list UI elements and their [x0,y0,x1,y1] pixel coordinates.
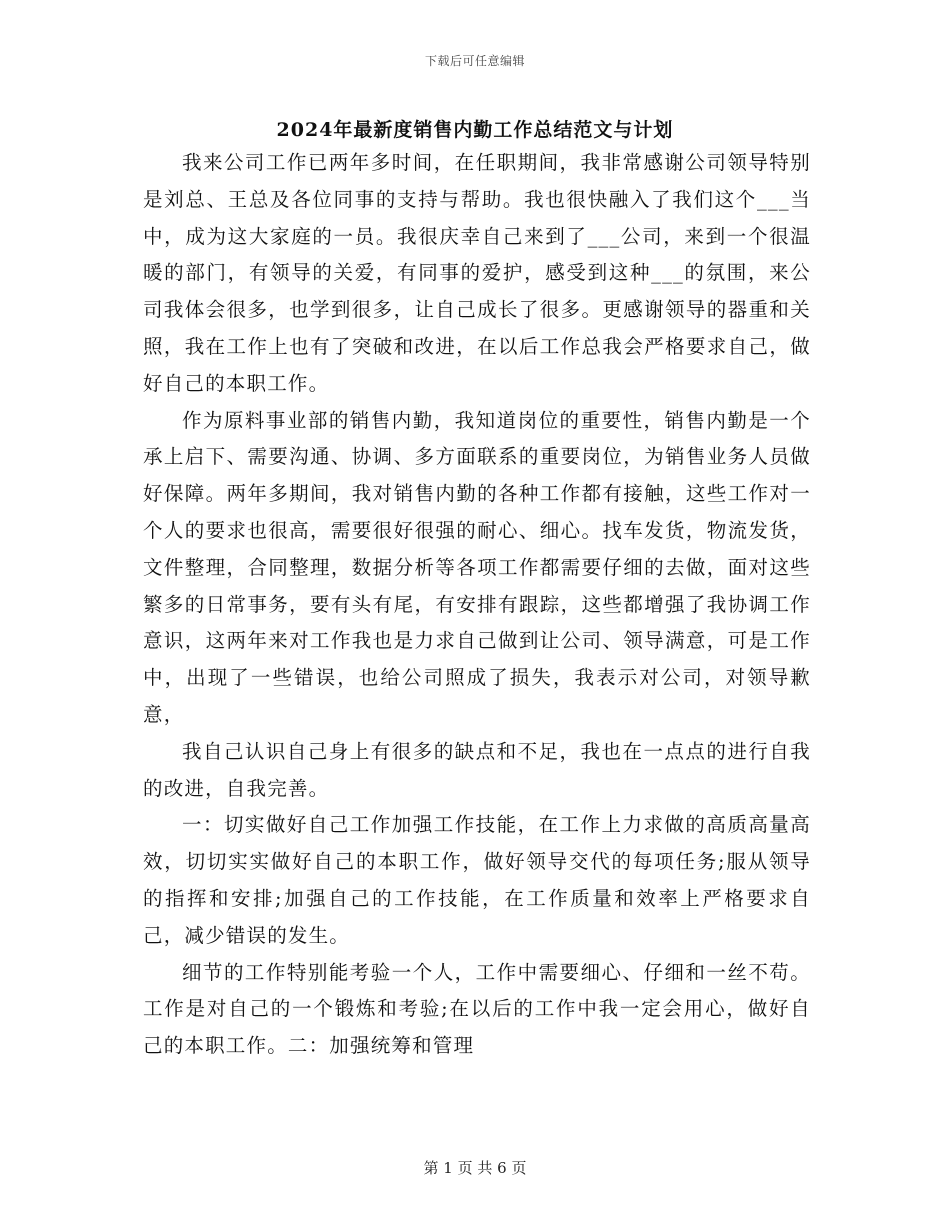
paragraph: 一：切实做好自己工作加强工作技能，在工作上力求做的高质高量高效，切切实实做好自己的本职工作，做好领导交代的每项任务;服从领导的指挥和安排;加强自己的工作技能，在工作质量和效率上严格要求自己，减少错误的发生。 [143,813,811,947]
page-number: 第 1 页 共 6 页 [423,1159,527,1177]
paragraph: 我自己认识自己身上有很多的缺点和不足，我也在一点点的进行自我的改进，自我完善。 [143,739,811,800]
paragraph: 我来公司工作已两年多时间，在任职期间，我非常感谢公司领导特别是刘总、王总及各位同事的支持与帮助。我也很快融入了我们这个___当中，成为这大家庭的一员。我很庆幸自己来到了___公司，来到一个很温暖的部门，有领导的关爱，有同事的爱护，感受到这种___的氛围，来公司我体会很多，也学到很多，让自己成长了很多。更感谢领导的器重和关照，我在工作上也有了突破和改进，在以后工作总我会严格要求自己，做好自己的本职工作。 [143,151,811,395]
paragraph: 作为原料事业部的销售内勤，我知道岗位的重要性，销售内勤是一个承上启下、需要沟通、协调、多方面联系的重要岗位，为销售业务人员做好保障。两年多期间，我对销售内勤的各种工作都有接触，这些工作对一个人的要求也很高，需要很好很强的耐心、细心。找车发货，物流发货，文件整理，合同整理，数据分析等各项工作都需要仔细的去做，面对这些繁多的日常事务，要有头有尾，有安排有跟踪，这些都增强了我协调工作意识，这两年来对工作我也是力求自己做到让公司、领导满意，可是工作中，出现了一些错误，也给公司照成了损失，我表示对公司，对领导歉意， [143,408,811,726]
paragraph: 细节的工作特别能考验一个人，工作中需要细心、仔细和一丝不苟。工作是对自己的一个锻炼和考验;在以后的工作中我一定会用心，做好自己的本职工作。二：加强统筹和管理 [143,960,811,1058]
page-header-note: 下载后可任意编辑 [424,54,525,68]
document-body [143,145,811,1065]
document-title: 2024年最新度销售内勤工作总结范文与计划 [276,119,674,141]
